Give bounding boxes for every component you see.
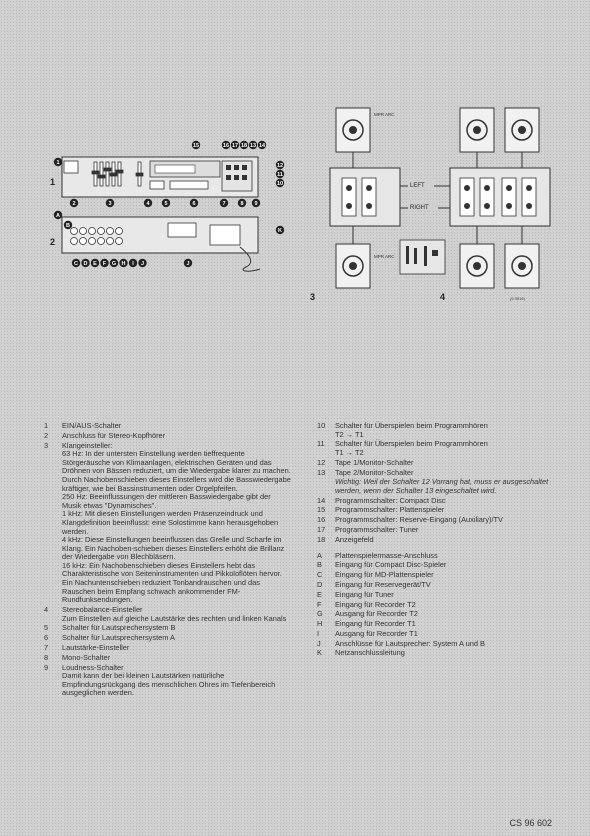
legend-text: Wichtig: Weil der Schalter 12 Vorrang hat, muss er ausgeschaltet werden, wenn der Schalter 13 eingeschaltet wird. [335, 477, 549, 495]
legend-key: 2 [44, 430, 49, 440]
legend-item [317, 497, 562, 506]
legend-key: 8 [44, 652, 49, 662]
legend-key: E [317, 589, 322, 599]
legend-text: Ausgang für Recorder T2 [335, 609, 418, 619]
figure-4-number: 4 [440, 292, 446, 302]
svg-text:5: 5 [164, 201, 168, 208]
figure-2-number: 2 [50, 237, 56, 247]
legend-item [317, 610, 562, 619]
legend-text: Programmschalter: Tuner [335, 525, 419, 535]
legend-item [317, 640, 562, 649]
legend-text: Lautstärke-Einsteller [62, 642, 130, 652]
legend-text: Eingang für Recorder T2 [335, 599, 416, 609]
legend-key: C [317, 570, 323, 580]
legend-item [317, 536, 562, 545]
svg-text:B: B [66, 223, 70, 230]
svg-text:3: 3 [108, 201, 112, 208]
speaker-label-2: MPR ARC [374, 254, 395, 259]
callout-4 [144, 199, 152, 207]
svg-text:11: 11 [277, 172, 283, 179]
legend-key: F [317, 599, 322, 609]
legend-text: Eingang für Tuner [335, 589, 394, 599]
legend-text: Eingang für Compact Disc-Spieler [335, 560, 447, 570]
callout-7 [220, 199, 228, 207]
legend-key: G [317, 609, 323, 619]
legend-key: 5 [44, 623, 49, 633]
svg-text:14: 14 [258, 143, 266, 150]
svg-text:18: 18 [240, 143, 248, 150]
legend-key: 17 [317, 525, 326, 535]
callout-K [276, 226, 284, 234]
callout-1 [54, 158, 62, 166]
callout-9 [252, 199, 260, 207]
svg-text:4: 4 [146, 201, 150, 208]
legend-key: 18 [317, 534, 326, 544]
legend-key: 12 [317, 457, 326, 467]
legend-right-column [317, 422, 562, 659]
legend-text: Loudness-Schalter Damit kann der bei kleinen Lautstärken natürliche Empfindungsrückgang des menschlichen Ohres im Tiefenbereich ausgeglichen werden. [62, 662, 276, 698]
legend-item [317, 469, 562, 478]
legend-text: Schalter für Überspielen beim Programmhören T2 → T1 [335, 421, 488, 439]
legend-text: Eingang für Reservegerät/TV [335, 579, 431, 589]
legend-text: Anschlüsse für Lautsprecher: System A und B [335, 638, 485, 648]
legend-key [317, 478, 335, 495]
legend-text: Tape 2/Monitor-Schalter [335, 467, 414, 477]
svg-text:10: 10 [276, 181, 284, 188]
callout-5 [162, 199, 170, 207]
right-label: RIGHT [410, 205, 429, 211]
legend-key: 9 [44, 662, 49, 672]
svg-text:H: H [121, 261, 126, 268]
legend-text: Plattenspielermasse-Anschluss [335, 550, 438, 560]
svg-text:A: A [56, 213, 60, 220]
left-label: LEFT [410, 183, 425, 189]
legend-item [317, 649, 562, 658]
legend-key: 11 [317, 439, 325, 449]
callout-J [184, 259, 192, 267]
legend-key: 15 [317, 505, 326, 515]
callouts-bottom-front [70, 199, 260, 207]
callouts-bottom-back [72, 259, 147, 267]
legend-text: Mono-Schalter [62, 652, 111, 662]
callout-B [64, 221, 72, 229]
svg-text:16: 16 [222, 143, 230, 150]
legend-item [317, 561, 562, 570]
svg-text:15: 15 [192, 143, 200, 150]
callout-6 [190, 199, 198, 207]
legend-item [317, 422, 562, 439]
legend-key: B [317, 560, 322, 570]
legend-left-column [44, 422, 292, 699]
callout-3 [106, 199, 114, 207]
legend-item [317, 440, 562, 457]
legend-text: Klangeinsteller: 63 Hz: In der untersten Einstellung werden tieffrequente Störgeräusche von Klimaanlagen, elektrischen Geräten und das Dröhnen von Bässen reduziert, um die Wiedergabe klarer zu machen. Durch Nachobenschieben dieses Einstellers wird die Basswiedergabe kräftiger, wie bei Bassinstrumenten oder Orgelpfeifen. 250 Hz: Beeinflussungen der mittleren Basswiedergabe gibt der Musik etwas "Dynamisches". 1 kHz: Mit diesen Einstellungen werden Präsenzeindruck und Klangdefinition beeinflusst: eine Solostimme kann herausgehoben werden. 4 kHz: Diese Einstellungen beeinflussen das Grelle und Scharfe im Klang. Ein Nachoben-schieben dieses Einstellers erhöht die Brillanz der Wiedergabe von Blechbläsern. 16 kHz: Ein Nachobenschieben dieses Einstellers hebt das Charakteristische von Seiteninstrumenten und Pikkoloflöten hervor. Ein Nachuntenschieben reduziert Tonbandrauschen und das Rauschen beim Empfang schwach ankommender FM-Rundfunksendungen. [62, 440, 291, 605]
legend-key: 6 [44, 633, 49, 643]
callout-C [72, 259, 80, 267]
svg-text:I: I [132, 261, 134, 268]
legend-key: K [317, 648, 322, 658]
legend-text: Schalter für Lautsprechersystem B [62, 623, 176, 633]
legend-key: H [317, 619, 323, 629]
figure-code: (5 3516) [510, 296, 525, 301]
callout-10 [276, 179, 284, 187]
svg-text:17: 17 [231, 143, 239, 150]
callout-I [129, 259, 137, 267]
legend-text: Eingang für MD-Plattenspieler [335, 570, 434, 580]
legend-key: 13 [317, 467, 326, 477]
svg-text:9: 9 [254, 201, 258, 208]
callout-A [54, 211, 62, 219]
legend-text: Programmschalter: Plattenspieler [335, 505, 445, 515]
figure-3-number: 3 [310, 292, 316, 302]
legend-text: Eingang für Recorder T1 [335, 619, 416, 629]
legend-item [317, 630, 562, 639]
speaker-wiring-diagram [310, 100, 555, 310]
page-code: CS 96 602 [509, 818, 552, 828]
callouts-top-front [192, 141, 266, 149]
svg-text:E: E [93, 261, 97, 268]
legend-item [44, 606, 292, 623]
callout-18 [240, 141, 248, 149]
legend-key: I [317, 628, 320, 638]
legend-item [317, 601, 562, 610]
legend-item [44, 654, 292, 663]
legend-item [317, 526, 562, 535]
legend-key: 3 [44, 440, 49, 450]
legend-text: Stereobalance-Einsteller Zum Einstellen auf gleiche Lautstärke des rechten und linken Kanals [62, 605, 287, 623]
legend-item [317, 620, 562, 629]
callout-H [119, 259, 127, 267]
legend-item [317, 591, 562, 600]
legend-key: 16 [317, 515, 326, 525]
svg-text:J: J [140, 261, 145, 268]
callout-D [81, 259, 89, 267]
callout-15 [192, 141, 200, 149]
legend-item [44, 634, 292, 643]
legend-key: 7 [44, 642, 49, 652]
legend-text: Schalter für Überspielen beim Programmhören T1 → T2 [335, 439, 488, 457]
svg-text:D: D [83, 261, 88, 268]
legend-text: Schalter für Lautsprechersystem A [62, 633, 175, 643]
legend-item [44, 442, 292, 605]
legend-text: EIN/AUS-Schalter [62, 421, 122, 430]
legend-item [44, 644, 292, 653]
svg-text:6: 6 [192, 201, 196, 208]
svg-text:8: 8 [240, 201, 244, 208]
legend-key: A [317, 550, 322, 560]
figure-1-number: 1 [50, 177, 56, 187]
legend-item [317, 552, 562, 561]
callout-13 [249, 141, 257, 149]
legend-text: Anzeigefeld [335, 534, 374, 544]
amplifier-diagram [50, 135, 300, 275]
legend-item [44, 422, 292, 431]
legend-text: Programmschalter: Compact Disc [335, 495, 446, 505]
legend-item [317, 581, 562, 590]
legend-key: J [317, 638, 321, 648]
callout-E [91, 259, 99, 267]
callout-14 [258, 141, 266, 149]
legend-key: D [317, 579, 323, 589]
callout-17 [231, 141, 239, 149]
legend-key: 14 [317, 495, 326, 505]
legend-item [317, 459, 562, 468]
callout-G [110, 259, 118, 267]
legend-item [44, 624, 292, 633]
legend-text: Ausgang für Recorder T1 [335, 628, 418, 638]
svg-text:1: 1 [56, 160, 60, 167]
legend-text: Anschluss für Stereo-Kopfhörer [62, 430, 166, 440]
legend-item [44, 664, 292, 698]
callout-16 [222, 141, 230, 149]
legend-text: Programmschalter: Reserve-Eingang (Auxiliary)/TV [335, 515, 503, 525]
legend-item [317, 506, 562, 515]
legend-item [317, 478, 562, 495]
svg-text:G: G [111, 261, 117, 268]
callout-11 [276, 170, 284, 178]
legend-item [44, 432, 292, 441]
callout-2 [70, 199, 78, 207]
legend-item [317, 516, 562, 525]
legend-key: 4 [44, 605, 49, 615]
svg-text:2: 2 [72, 201, 76, 208]
callouts-right-front [276, 161, 284, 187]
svg-text:7: 7 [222, 201, 226, 208]
svg-text:12: 12 [276, 163, 284, 170]
speaker-label-1: MPR ARC [374, 112, 395, 117]
legend-key: 1 [44, 421, 49, 430]
svg-text:K: K [278, 228, 282, 235]
legend-text: Tape 1/Monitor-Schalter [335, 457, 414, 467]
callout-12 [276, 161, 284, 169]
svg-text:F: F [102, 261, 107, 268]
callout-J [138, 259, 146, 267]
legend-key: 10 [317, 421, 326, 430]
legend-item [317, 571, 562, 580]
callout-8 [238, 199, 246, 207]
legend-text: Netzanschlussleitung [335, 648, 405, 658]
svg-text:J: J [186, 261, 190, 268]
callout-F [100, 259, 108, 267]
svg-text:13: 13 [249, 143, 257, 150]
svg-text:C: C [74, 261, 78, 268]
